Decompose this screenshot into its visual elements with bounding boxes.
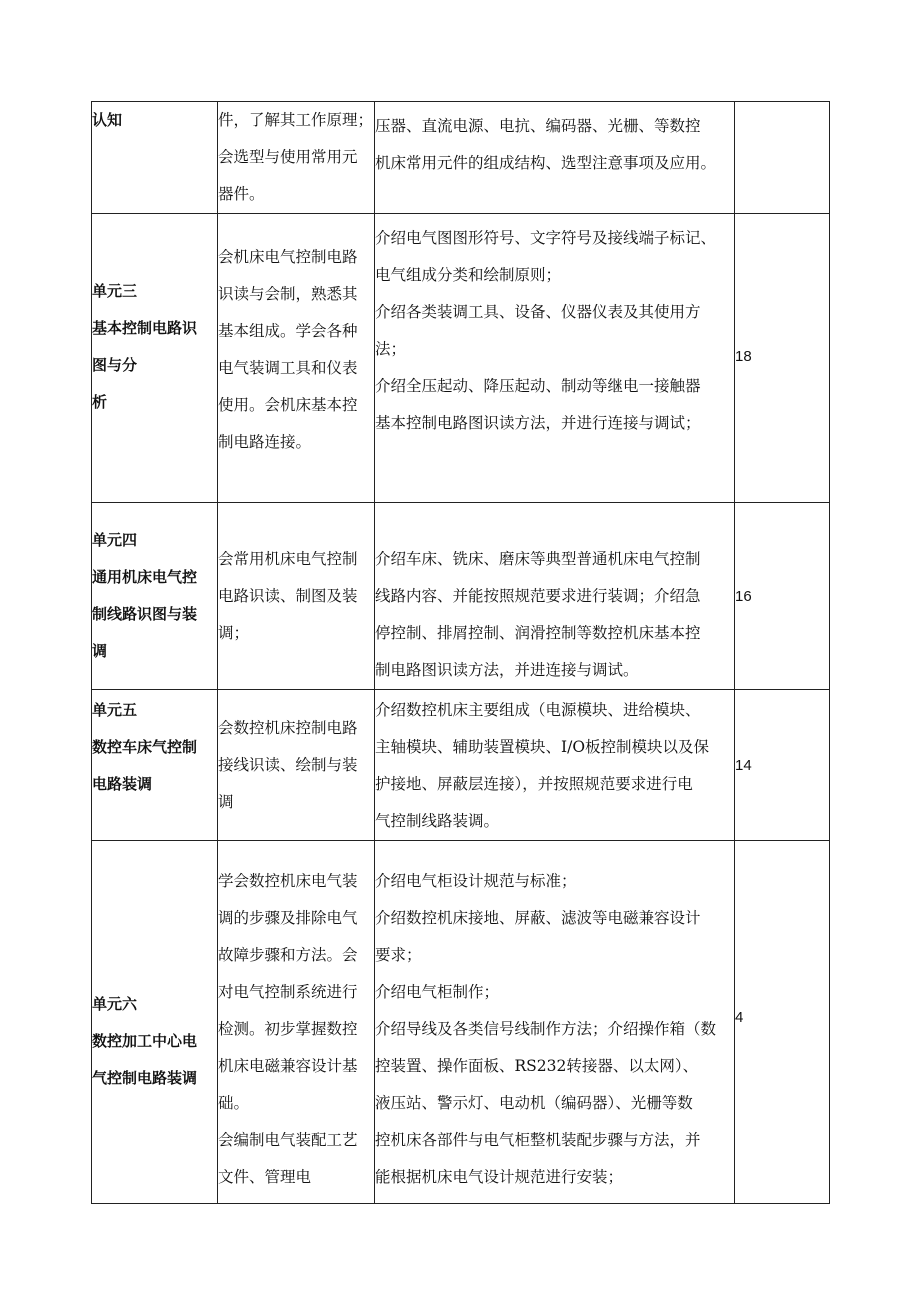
unit-line: 基本控制电路识: [92, 319, 198, 337]
content-line: 线路内容、并能按照规范要求进行装调；介绍急: [375, 587, 701, 605]
hours-cell: [735, 690, 830, 841]
hours-value: 4: [735, 1009, 744, 1026]
objective-line: 件，了解其工作原理；: [218, 111, 374, 129]
unit-line: 图与分: [92, 356, 138, 374]
unit-line: 调: [92, 642, 108, 660]
objective-line: 故障步骤和方法。会: [218, 946, 358, 964]
unit-cell: [92, 102, 218, 214]
objective-line: 文件、管理电: [218, 1168, 312, 1186]
content-line: 基本控制电路图识读方法，并进行连接与调试；: [375, 414, 701, 432]
unit-cell: [92, 690, 218, 841]
objective-line: 检测。初步掌握数控: [218, 1020, 358, 1038]
hours-value: 14: [735, 756, 752, 774]
content-line: 介绍数控机床主要组成（电源模块、进给模块、: [375, 701, 701, 719]
content-line: 介绍导线及各类信号线制作方法；介绍操作箱（数: [375, 1020, 717, 1038]
hours-cell: [735, 503, 830, 690]
objective-line: 基本组成。学会各种: [218, 322, 358, 340]
content-line: 介绍电气柜制作；: [375, 983, 500, 1001]
hours-value: 16: [735, 587, 752, 605]
unit-line: 单元三: [92, 282, 138, 300]
objective-line: 调；: [218, 624, 250, 642]
objectives-cell: [218, 102, 375, 214]
content-line: 介绍电气图图形符号、文字符号及接线端子标记、: [375, 229, 717, 247]
objectives-cell: [218, 503, 375, 690]
content-cell: [375, 102, 735, 214]
content-line: 制电路图识读方法，并进连接与调试。: [375, 661, 639, 679]
content-cell: [375, 503, 735, 690]
content-line: 主轴模块、辅助装置模块、I/O板控制模块以及保: [375, 738, 710, 756]
content-line: 介绍车床、铣床、磨床等典型普通机床电气控制: [375, 550, 701, 568]
content-line: 液压站、警示灯、电动机（编码器）、光栅等数: [375, 1094, 693, 1112]
objective-line: 会数控机床控制电路: [218, 719, 358, 737]
content-line: 能根据机床电气设计规范进行安装；: [375, 1168, 624, 1186]
objective-line: 会选型与使用常用元: [218, 148, 358, 166]
unit-line: 气控制电路装调: [92, 1068, 198, 1087]
unit-line: 通用机床电气控: [92, 568, 198, 586]
table-row: [92, 841, 830, 1204]
content-line: 介绍全压起动、降压起动、制动等继电一接触器: [375, 377, 701, 395]
content-line: 控装置、操作面板、RS232转接器、以太网）、: [375, 1057, 699, 1075]
content-line: 机床常用元件的组成结构、选型注意事项及应用。: [375, 154, 717, 172]
objective-line: 使用。会机床基本控: [218, 396, 358, 414]
content-line: 介绍电气柜设计规范与标准；: [375, 872, 577, 890]
content-line: 介绍各类装调工具、设备、仪器仪表及其使用方: [375, 303, 701, 321]
unit-line: 制线路识图与装: [92, 605, 198, 623]
hours-cell: [735, 102, 830, 214]
syllabus-table: [91, 101, 830, 1204]
content-line: 电气组成分类和绘制原则；: [375, 266, 562, 284]
content-cell: [375, 214, 735, 503]
unit-line: 析: [92, 393, 108, 411]
objectives-cell: [218, 690, 375, 841]
objective-line: 制电路连接。: [218, 433, 312, 451]
content-line: 气控制线路装调。: [375, 812, 500, 830]
hours-value: 18: [735, 347, 752, 365]
unit-line: 单元四: [92, 531, 138, 549]
objective-line: 会编制电气装配工艺: [218, 1131, 358, 1149]
objective-line: 调: [218, 793, 234, 811]
objective-line: 电路识读、制图及装: [218, 587, 358, 605]
objective-line: 接线识读、绘制与装: [218, 756, 358, 774]
content-cell: [375, 690, 735, 841]
content-line: 介绍数控机床接地、屏蔽、滤波等电磁兼容设计: [375, 909, 701, 927]
table-row: [92, 102, 830, 214]
objective-line: 会机床电气控制电路: [218, 248, 358, 266]
unit-line: 电路装调: [92, 775, 153, 793]
hours-cell: [735, 841, 830, 1204]
content-line: 停控制、排屑控制、润滑控制等数控机床基本控: [375, 624, 701, 642]
objectives-cell: [218, 214, 375, 503]
unit-line: 单元六: [92, 994, 138, 1013]
table-row: [92, 503, 830, 690]
unit-line: 认知: [92, 111, 123, 129]
objective-line: 学会数控机床电气装: [218, 872, 358, 890]
content-line: 护接地、屏蔽层连接），并按照规范要求进行电: [375, 775, 693, 793]
objective-line: 会常用机床电气控制: [218, 550, 358, 568]
content-line: 要求；: [375, 946, 422, 964]
unit-line: 单元五: [92, 701, 138, 719]
unit-cell: [92, 841, 218, 1204]
objective-line: 机床电磁兼容设计基: [218, 1057, 358, 1075]
objectives-cell: [218, 841, 375, 1204]
content-line: 控机床各部件与电气柜整机装配步骤与方法，并: [375, 1131, 701, 1149]
objective-line: 对电气控制系统进行: [218, 983, 358, 1001]
objective-line: 识读与会制，熟悉其: [218, 285, 358, 303]
objective-line: 调的步骤及排除电气: [218, 909, 358, 927]
table-row: [92, 214, 830, 503]
unit-line: 数控车床气控制: [92, 738, 198, 756]
content-line: 法；: [375, 340, 407, 358]
unit-cell: [92, 503, 218, 690]
objective-line: 器件。: [218, 185, 265, 203]
unit-cell: [92, 214, 218, 503]
table-row: [92, 690, 830, 841]
hours-cell: [735, 214, 830, 503]
unit-line: 数控加工中心电: [92, 1031, 198, 1050]
content-cell: [375, 841, 735, 1204]
objective-line: 础。: [218, 1094, 250, 1112]
objective-line: 电气装调工具和仪表: [218, 359, 358, 377]
content-line: 压器、直流电源、电抗、编码器、光栅、等数控: [375, 117, 701, 135]
